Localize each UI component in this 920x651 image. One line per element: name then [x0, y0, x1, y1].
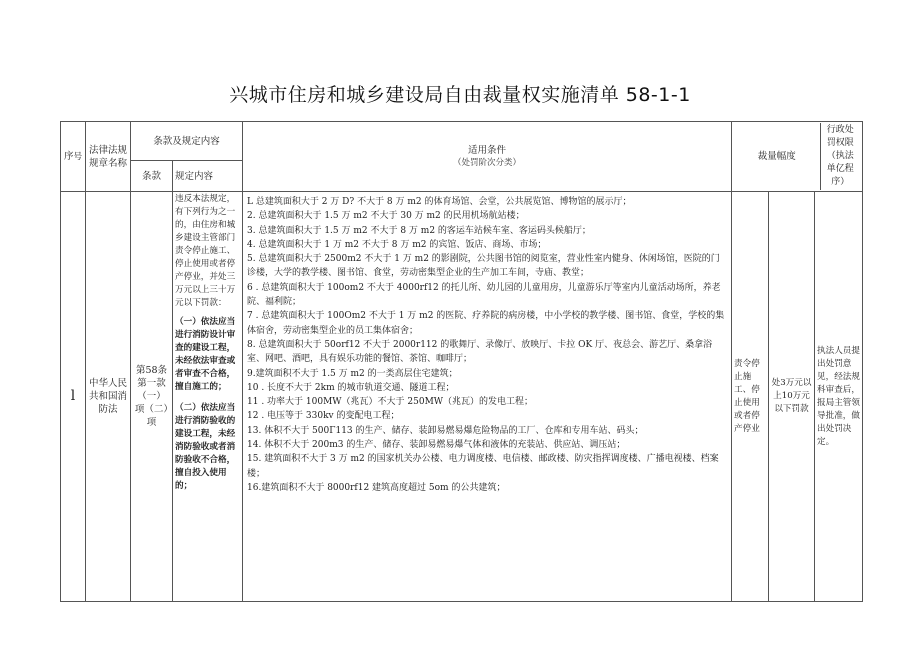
discretion-table [60, 121, 863, 602]
condition-item: 16.建筑面积不大于 8000rf12 建筑高度超过 5om 的公共建筑； [247, 482, 506, 493]
header-conditions [243, 122, 732, 192]
condition-item: 2. 总建筑面积大于 1.5 万 m2 不大于 30 万 m2 的民用机场航站楼； [247, 211, 525, 222]
condition-item: 10 . 长度不大于 2km 的城市轨道交通、隧道工程； [247, 382, 455, 393]
condition-item: L 总建筑面积大于 2 万 D? 不大于 8 万 m2 的体育场馆、会堂，公共展览馆、博物馆的展示厅； [247, 197, 632, 207]
row-law-name: 中华人民共和国消防法 [86, 192, 131, 602]
row-authority: 执法人员提出处罚意见，经法规科审查后，报局主管领导批准，做出处罚决定。 [815, 192, 863, 602]
condition-item: 15. 建筑面积不大于 3 万 m2 的国家机关办公楼、电力调度楼、电信楼、邮政楼、防灾指挥调度楼、广播电视楼、档案楼； [247, 454, 719, 479]
condition-item: 11 . 功率大于 100MW（兆瓦）不大于 250MW（兆瓦）的发电工程； [247, 397, 534, 408]
condition-item: 8. 总建筑面积大于 50orf12 不大于 2000r112 的歌舞厅、录像厅、放映厅、卡拉 OK 厅、夜总会、游艺厅、桑拿浴室、网吧、酒吧，具有娱乐功能的餐馆、茶馆、咖啡厅； [247, 339, 713, 365]
row-content [173, 192, 243, 602]
row-measure: 责令停止施工、停止使用或者停产停业 [732, 192, 769, 602]
content-intro: 违反本法规定，有下列行为之一的，由住房和城乡建设主管部门责令停止施工、停止使用或者停产停业，并处三万元以上三十万元以下罚款： [175, 194, 236, 308]
conditions-cell [243, 192, 732, 602]
header-seq-mark: 号 [73, 151, 83, 162]
header-conditions-sub: （处罚阶次分类） [453, 157, 522, 168]
condition-item: 12 . 电压等于 330kv 的变配电工程； [247, 411, 400, 422]
header-content: 规定内容 [173, 161, 243, 192]
header-conditions-label: 适用条件 [468, 144, 507, 156]
condition-item: 6 . 总建筑面积大于 100om2 不大于 4000rf12 的托儿所、幼儿园的儿童用房，儿童游乐厅等室内儿童活动场所，养老院、福利院； [247, 282, 721, 308]
condition-item: 7 . 总建筑面积大于 100Om2 不大于 1 万 m2 的医院、疗养院的病房楼，中小学校的教学楼、图书馆、食堂，学校的集体宿舍，劳动密集型企业的员工集体宿舍； [247, 311, 725, 336]
header-range: 裁量幅度 [757, 151, 796, 162]
condition-item: 4. 总建筑面积大于 1 万 m2 不大于 8 万 m2 的宾馆、饭店、商场、市场； [247, 239, 547, 250]
condition-item: 5. 总建筑面积大于 2500m2 不大于 1 万 m2 的影剧院，公共图书馆的阅览室，营业性室内健身、休闲场馆，医院的门诊楼，大学的教学楼、图书馆、食堂，劳动密集型企业的生产加工车间，寺庙、教堂； [247, 254, 720, 279]
header-seq [61, 122, 86, 192]
header-clause-group: 条款及规定内容 [131, 122, 243, 161]
content-item-2: （二）依法应当进行消防验收的建设工程，未经消防验收或者消防验收不合格，擅自投入使用的； [175, 403, 236, 491]
row-clause: 第58条第一款（一）项（二）项 [131, 192, 173, 602]
condition-item: 13. 体积不大于 500Γ113 的生产、储存、装卸易燃易爆危险物品的工厂、仓库和专用车站、码头； [247, 425, 644, 436]
condition-item: 14. 体积不大于 200m3 的生产、储存、装卸易燃易爆气体和液体的充装站、供应站、调压站； [247, 440, 626, 451]
header-clause: 条款 [131, 161, 173, 192]
header-law-name: 法律法规规章名称 [86, 122, 131, 192]
condition-item: 3. 总建筑面积大于 1.5 万 m2 不大于 8 万 m2 的客运车站候车室、客运码头候船厅； [247, 225, 591, 236]
page-title: 兴城市住房和城乡建设局自由裁量权实施清单 58-1-1 [229, 84, 691, 106]
content-item-1: （一）依法应当进行消防设计审查的建设工程，未经依法审查或者审查不合格，擅自施工的； [175, 317, 236, 392]
row-range: 处3万元以上10万元以下罚款 [769, 192, 815, 602]
row-seq: l [61, 192, 86, 602]
header-authority: 行政处罚权限（执法单亿程序） [820, 123, 860, 190]
header-range-authority [732, 122, 863, 192]
condition-item: 9.建筑面积不大于 1.5 万 m2 的一类高层住宅建筑； [247, 368, 458, 379]
header-seq-label: 序 [63, 150, 74, 162]
